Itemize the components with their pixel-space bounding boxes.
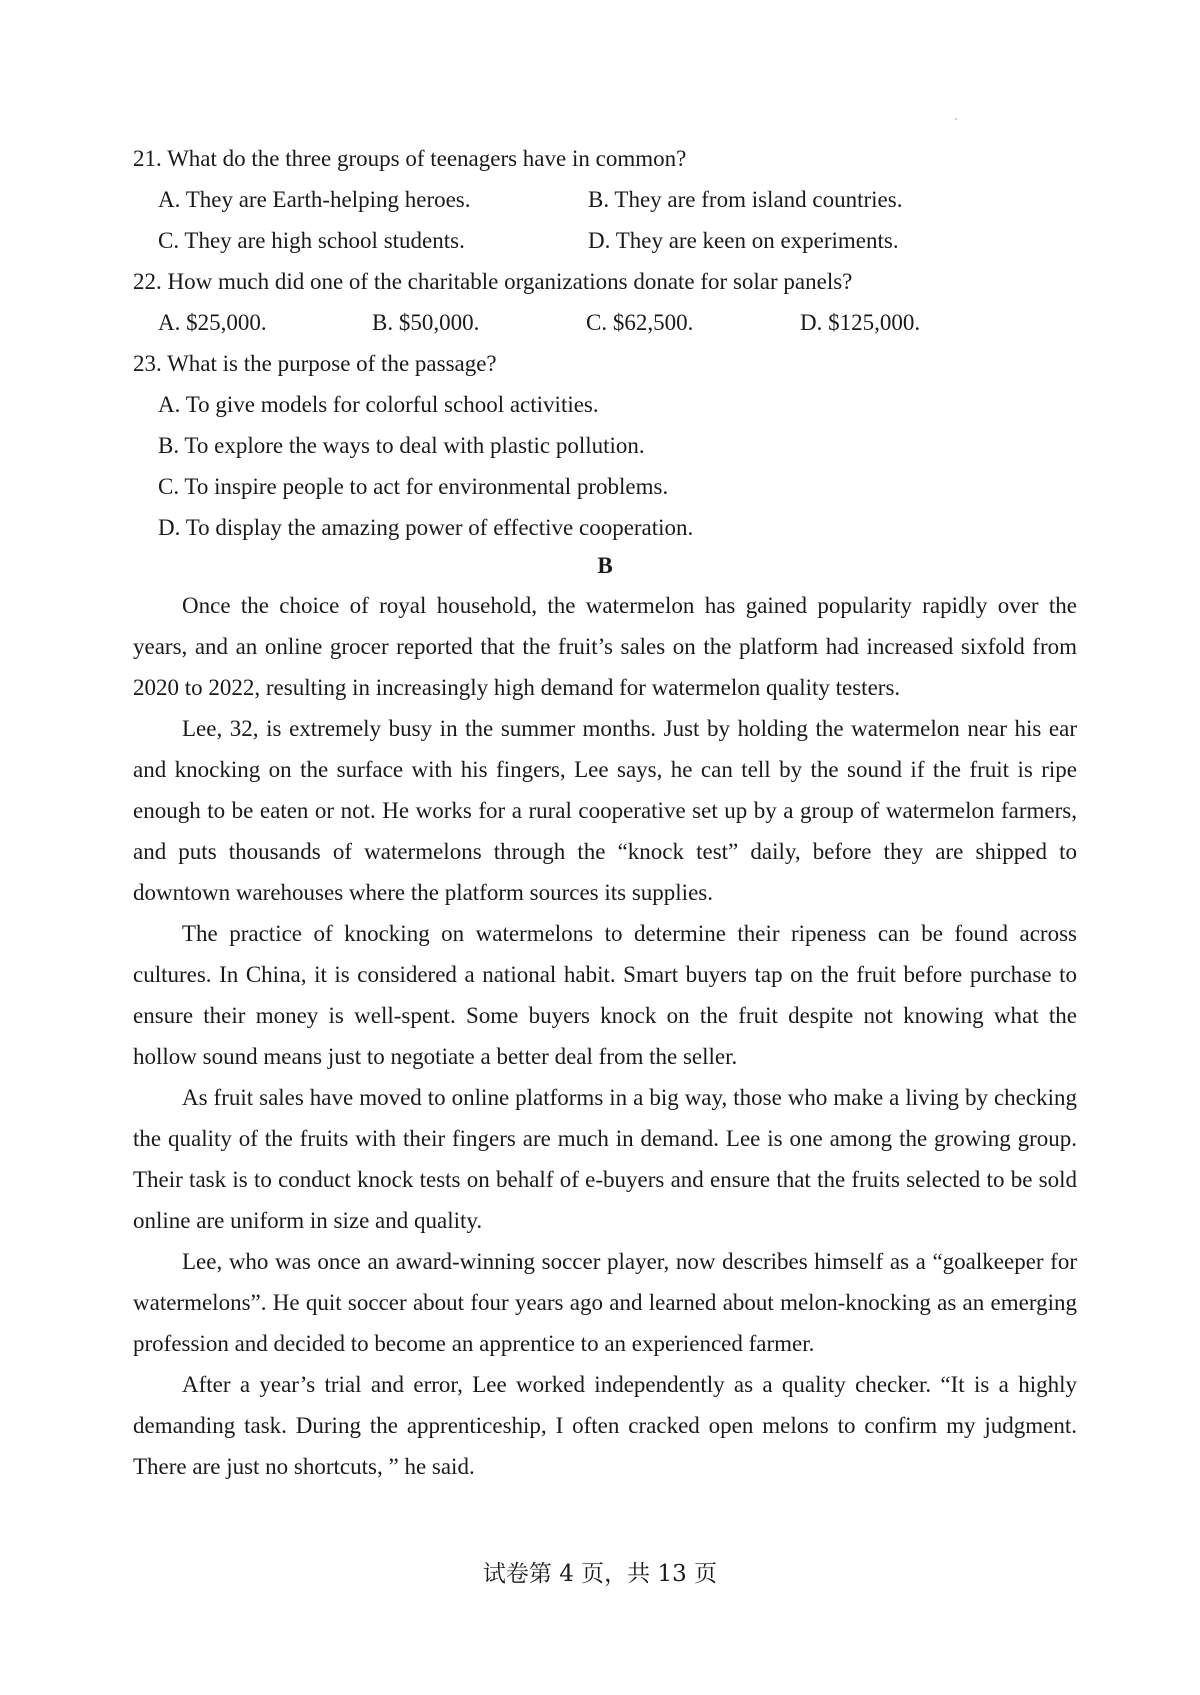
- question-21-option-c: C. They are high school students.: [158, 228, 465, 253]
- passage-paragraph-4: As fruit sales have moved to online platforms in a big way, those who make a living by checking the quality of the fruits with their fingers are much in demand. Lee is one among the growing group. Their task is to conduct knock tests on behalf of e-buyers and ensure that the fruits selected to be sold online are uniform in size and quality.: [133, 1085, 1077, 1233]
- question-21-options-row-1: [158, 179, 1077, 220]
- passage-paragraph-3: The practice of knocking on watermelons to determine their ripeness can be found across cultures. In China, it is considered a national habit. Smart buyers tap on the fruit before purchase to ensure their money is well-spent. Some buyers knock on the fruit despite not knowing what the hollow sound means just to negotiate a better deal from the seller.: [133, 921, 1077, 1069]
- question-23-option-a: A. To give models for colorful school activities.: [158, 392, 599, 417]
- question-22-options-row: [158, 302, 1077, 343]
- question-21-option-b: B. They are from island countries.: [588, 187, 903, 212]
- page-content: [133, 138, 1077, 1487]
- question-23-option-d: D. To display the amazing power of effective cooperation.: [158, 515, 694, 540]
- question-21-option-d: D. They are keen on experiments.: [588, 228, 899, 253]
- question-23-option-c: C. To inspire people to act for environmental problems.: [158, 474, 669, 499]
- question-21-options-row-2: [158, 220, 1077, 261]
- question-21-stem: 21. What do the three groups of teenagers have in common?: [133, 146, 687, 171]
- question-23-option-b: B. To explore the ways to deal with plastic pollution.: [158, 433, 645, 458]
- question-22-option-b: B. $50,000.: [372, 310, 480, 335]
- passage-paragraph-2: Lee, 32, is extremely busy in the summer months. Just by holding the watermelon near his ear and knocking on the surface with his fingers, Lee says, he can tell by the sound if the fruit is ripe enough to be eaten or not. He works for a rural cooperative set up by a group of watermelon farmers, and puts thousands of watermelons through the “knock test” daily, before they are shipped to downtown warehouses where the platform sources its supplies.: [133, 716, 1077, 905]
- question-23-stem: 23. What is the purpose of the passage?: [133, 351, 497, 376]
- question-22-option-d: D. $125,000.: [800, 310, 921, 335]
- question-21-option-a: A. They are Earth-helping heroes.: [158, 187, 471, 212]
- question-22-option-a: A. $25,000.: [158, 310, 267, 335]
- passage-paragraph-5: Lee, who was once an award-winning soccer player, now describes himself as a “goalkeeper for watermelons”. He quit soccer about four years ago and learned about melon-knocking as an emerging profession and decided to become an apprentice to an experienced farmer.: [133, 1249, 1077, 1356]
- passage-paragraph-6: After a year’s trial and error, Lee worked independently as a quality checker. “It is a highly demanding task. During the apprenticeship, I often cracked open melons to confirm my judgment. There are just no shortcuts, ” he said.: [133, 1372, 1077, 1479]
- page-footer: 试卷第 4 页，共 13 页: [482, 1561, 718, 1587]
- question-22-stem: 22. How much did one of the charitable organizations donate for solar panels?: [133, 269, 853, 294]
- section-b-heading: B: [597, 553, 613, 578]
- question-22-option-c: C. $62,500.: [586, 310, 694, 335]
- scan-speck: [955, 118, 957, 120]
- passage-paragraph-1: Once the choice of royal household, the watermelon has gained popularity rapidly over the years, and an online grocer reported that the fruit’s sales on the platform had increased sixfold from 2020 to 2022, resulting in increasingly high demand for watermelon quality testers.: [133, 593, 1077, 700]
